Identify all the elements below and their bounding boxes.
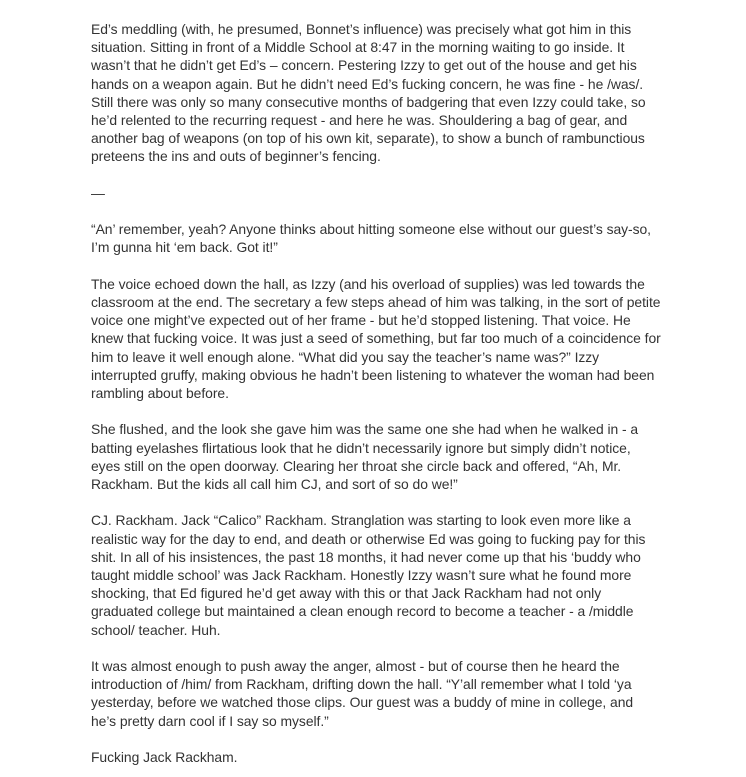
paragraph: Ed’s meddling (with, he presumed, Bonnet’s influence) was precisely what got him in this situation. Sitting in front of a Middle School at 8:47 in the morning waiting to go inside. It wasn’t that he didn’t get Ed’s – concern. Pestering Izzy to get out of the house and get his hands on a weapon again. But he didn’t need Ed’s fucking concern, he was fine - he /was/. Still there was only so many consecutive months of badgering that even Izzy could take, so he’d relented to the recurring request - and here he was. Shouldering a bag of gear, and another bag of weapons (on top of his own kit, separate), to show a bunch of rambunctious preteens the ins and outs of beginner’s fencing. xyxy=(91,21,646,165)
paragraph: CJ. Rackham. Jack “Calico” Rackham. Stranglation was starting to look even more like a realistic way for the day to end, and death or otherwise Ed was going to fucking pay for this shit. In all of his insistences, the past 18 months, it had never come up that his ‘buddy who taught middle school’ was Jack Rackham. Honestly Izzy wasn’t sure what he found more shocking, that Ed figured he’d get away with this or that Jack Rackham had not only graduated college but maintained a clean enough record to become a teacher - a /middle school/ teacher. Huh. xyxy=(91,512,646,638)
paragraph: Fucking Jack Rackham. xyxy=(91,749,238,766)
paragraph: “An’ remember, yeah? Anyone thinks about hitting someone else without our guest’s say-so, I’m gunna hit ‘em back. Got it!” xyxy=(91,221,651,256)
paragraph: She flushed, and the look she gave him was the same one she had when he walked in - a batting eyelashes flirtatious look that he didn’t necessarily ignore but simply didn’t notice, eyes still on the open doorway. Clearing her throat she circle back and offered, “Ah, Mr. Rackham. But the kids all call him CJ, and sort of so do we!” xyxy=(91,421,639,493)
section-separator: — xyxy=(91,184,105,201)
paragraph: The voice echoed down the hall, as Izzy (and his overload of supplies) was led towards the classroom at the end. The secretary a few steps ahead of him was talking, in the sort of petite voice one might’ve expected out of her frame - but he’d stopped listening. That voice. He knew that fucking voice. It was just a seed of something, but far too much of a coincidence for him to leave it well enough alone. “What did you say the teacher’s name was?” Izzy interrupted gruffy, making obvious he hadn’t been listening to whatever the woman had been rambling about before. xyxy=(91,275,661,402)
story-text xyxy=(91,20,661,766)
paragraph: It was almost enough to push away the anger, almost - but of course then he heard the introduction of /him/ from Rackham, drifting down the hall. “Y’all remember what I told ‘ya yesterday, before we watched those clips. Our guest was a buddy of mine in college, and he’s pretty darn cool if I say so myself.” xyxy=(91,658,634,729)
